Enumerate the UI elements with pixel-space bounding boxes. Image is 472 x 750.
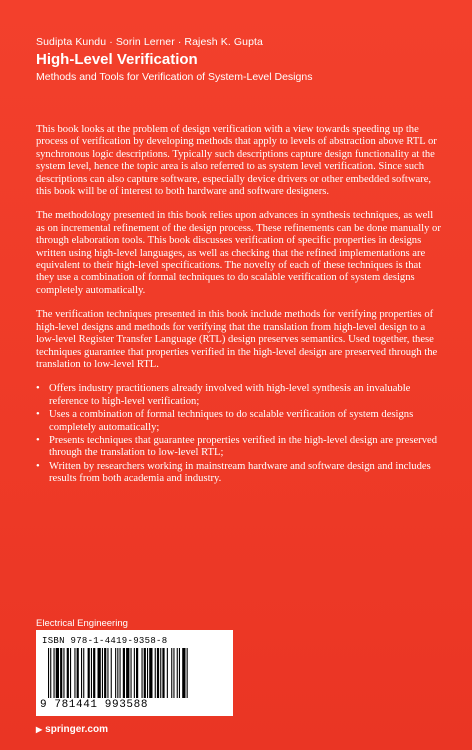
isbn-label: ISBN 978-1-4419-9358-8 <box>42 636 168 646</box>
back-cover-text <box>36 124 442 487</box>
list-item: • Written by researchers working in mainstream hardware and software design and includes results from both academia and industry. <box>36 461 442 486</box>
publisher-link[interactable] <box>36 724 108 735</box>
list-item: • Offers industry practitioners already involved with high-level synthesis an invaluable reference to high-level verification; <box>36 383 442 408</box>
paragraph: This book looks at the problem of design verification with a view towards speeding up the process of verification by developing methods that apply to levels of abstraction above RTL or synchronous logic descriptions. Typically such descriptions capture design functionality at the system level, hence the topic area is also referred to as system level verification. Since such descriptions can also capture software, especially device drivers or other embedded software, this book will be of interest to both hardware and software designers. <box>36 124 437 198</box>
book-title: High-Level Verification <box>36 51 198 68</box>
barcode-digits: 9 781441 993588 <box>40 699 149 711</box>
authors: Sudipta Kundu · Sorin Lerner · Rajesh K. Gupta <box>36 36 263 48</box>
list-item: • Presents techniques that guarantee properties verified in the high-level design are preserved through the translation to low-level RTL; <box>36 435 442 460</box>
paragraph: The methodology presented in this book relies upon advances in synthesis techniques, as well as on incremental refinement of the design process. These refinements can be done manually or through elaboration tools. This book discusses verification of specific properties in designs written using high-level languages, as well as checking that the refined implementations are equivalent to their high-level specifications. The novelty of each of these techniques is that they use a combination of formal techniques to do scalable verification of system designs completely automatically. <box>36 210 441 296</box>
triangle-right-icon: ▶ <box>36 725 43 734</box>
book-subtitle: Methods and Tools for Verification of System-Level Designs <box>36 71 313 83</box>
paragraph: The verification techniques presented in this book include methods for verifying properties of high-level designs and methods for verifying that the translation from high-level design to a low-level Register Transfer Language (RTL) design preserves semantics. Used together, these techniques guarantee that properties verified in the high-level design are preserved through the translation to low-level RTL. <box>36 309 438 370</box>
barcode-icon <box>46 648 224 698</box>
barcode-box <box>36 630 233 716</box>
subject-category: Electrical Engineering <box>36 618 128 629</box>
publisher-url: springer.com <box>45 724 108 735</box>
list-item: • Uses a combination of formal techniques to do scalable verification of system designs completely automatically; <box>36 409 442 434</box>
feature-list <box>36 383 442 485</box>
